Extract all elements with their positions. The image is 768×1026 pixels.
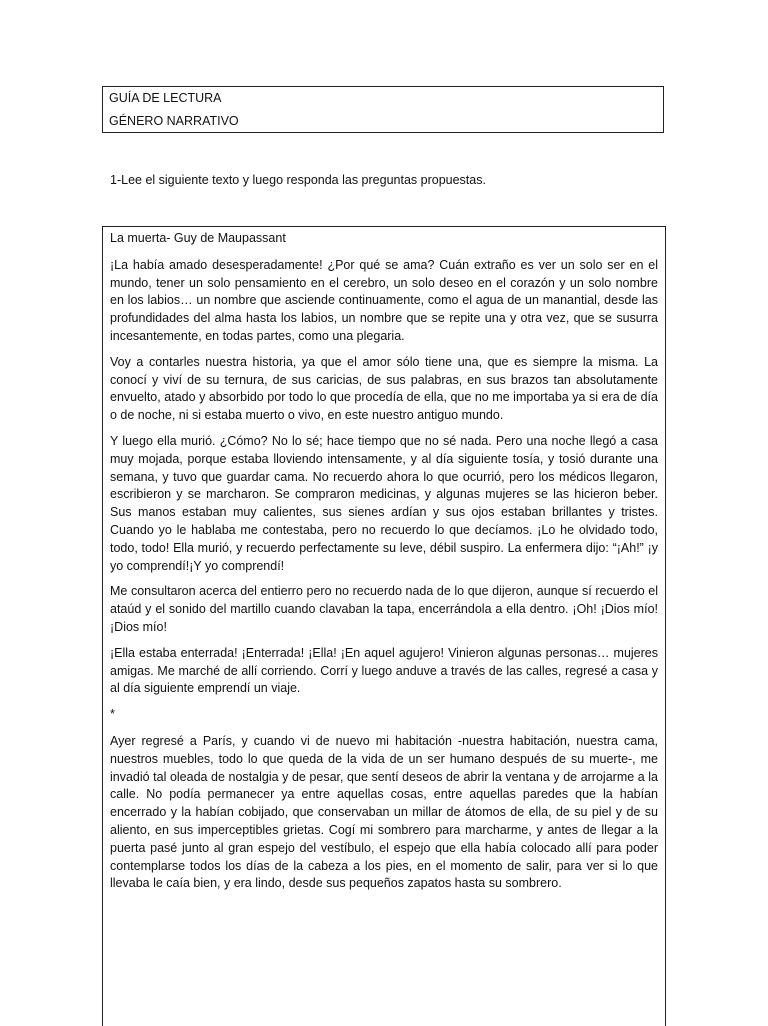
story-paragraph: Me consultaron acerca del entierro pero no recuerdo nada de lo que dijeron, aunque sí recuerdo el ataúd y el sonido del martillo cuando clavaban la tapa, encerrándola a ella dentro. ¡Oh! ¡Dios mío!¡Dios mío! (110, 584, 658, 634)
story-paragraph: ¡Ella estaba enterrada! ¡Enterrada! ¡Ella! ¡En aquel agujero! Vinieron algunas personas… mujeres amigas. Me marché de allí corriendo. Corrí y luego anduve a través de las calles, regresé a casa y al día siguiente emprendí un viaje. (110, 645, 658, 696)
story-paragraph: Y luego ella murió. ¿Cómo? No lo sé; hace tiempo que no sé nada. Pero una noche llegó a casa muy mojada, porque estaba lloviendo intensamente, y al día siguiente tosía, y tosió durante una semana, y tuvo que guardar cama. No recuerdo ahora lo que ocurrió, pero los médicos llegaron, escribieron y se marcharon. Se compraron medicinas, y algunas mujeres se las hicieron beber. Sus manos estaban muy calientes, sus sienes ardían y sus ojos estaban brillantes y tristes. Cuando yo le hablaba me contestaba, pero no recuerdo lo que decíamos. ¡Lo he olvidado todo, todo, todo! Ella murió, y recuerdo perfectamente su leve, débil suspiro. La enfermera dijo: “¡Ah!” ¡y yo comprendí!¡Y yo comprendí! (110, 433, 658, 573)
story-paragraph: Ayer regresé a París, y cuando vi de nuevo mi habitación -nuestra habitación, nuestra cama, nuestros muebles, todo lo que queda de la vida de un ser humano después de su muerte-, me invadió tal oleada de nostalgia y de pesar, que sentí deseos de abrir la ventana y de arrojarme a la calle. No podía permanecer ya entre aquellas cosas, entre aquellas paredes que la habían encerrado y la habían cobijado, que conservaban un millar de átomos de ella, de su piel y de su aliento, en sus imperceptibles grietas. Cogí mi sombrero para marcharme, y antes de llegar a la puerta pasé junto al gran espejo del vestíbulo, el espejo que ella había colocado allí para poder contemplarse todos los días de la cabeza a los pies, en el momento de salir, para ver si lo que llevaba le caía bien, y era lindo, desde sus pequeños zapatos hasta su sombrero. (110, 733, 658, 891)
instruction-text: 1-Lee el siguiente texto y luego responda las preguntas propuestas. (110, 173, 486, 187)
section-separator: * (110, 707, 115, 722)
story-paragraph: ¡La había amado desesperadamente! ¿Por qué se ama? Cuán extraño es ver un solo ser en el mundo, tener un solo pensamiento en el cerebro, un solo deseo en el corazón y un solo nombre en los labios… un nombre que asciende continuamente, como el agua de un manantial, desde las profundidades del alma hasta los labios, un nombre que se repite una y otra vez, que se susurra incesantemente, en todas partes, como una plegaria. (110, 257, 658, 343)
story-box (102, 226, 666, 1026)
story-title: La muerta- Guy de Maupassant (110, 231, 286, 245)
story-paragraph: Voy a contarles nuestra historia, ya que el amor sólo tiene una, que es siempre la misma. La conocí y viví de su ternura, de sus caricias, de sus palabras, en sus brazos tan absolutamente envuelto, atado y absorbido por todo lo que procedía de ella, que no me importaba ya si era de día o de noche, ni si estaba muerto o vivo, en este nuestro antiguo mundo. (110, 354, 658, 423)
genre-title: GÉNERO NARRATIVO (109, 114, 239, 128)
header-box (102, 86, 664, 133)
guide-title: GUÍA DE LECTURA (109, 91, 222, 105)
